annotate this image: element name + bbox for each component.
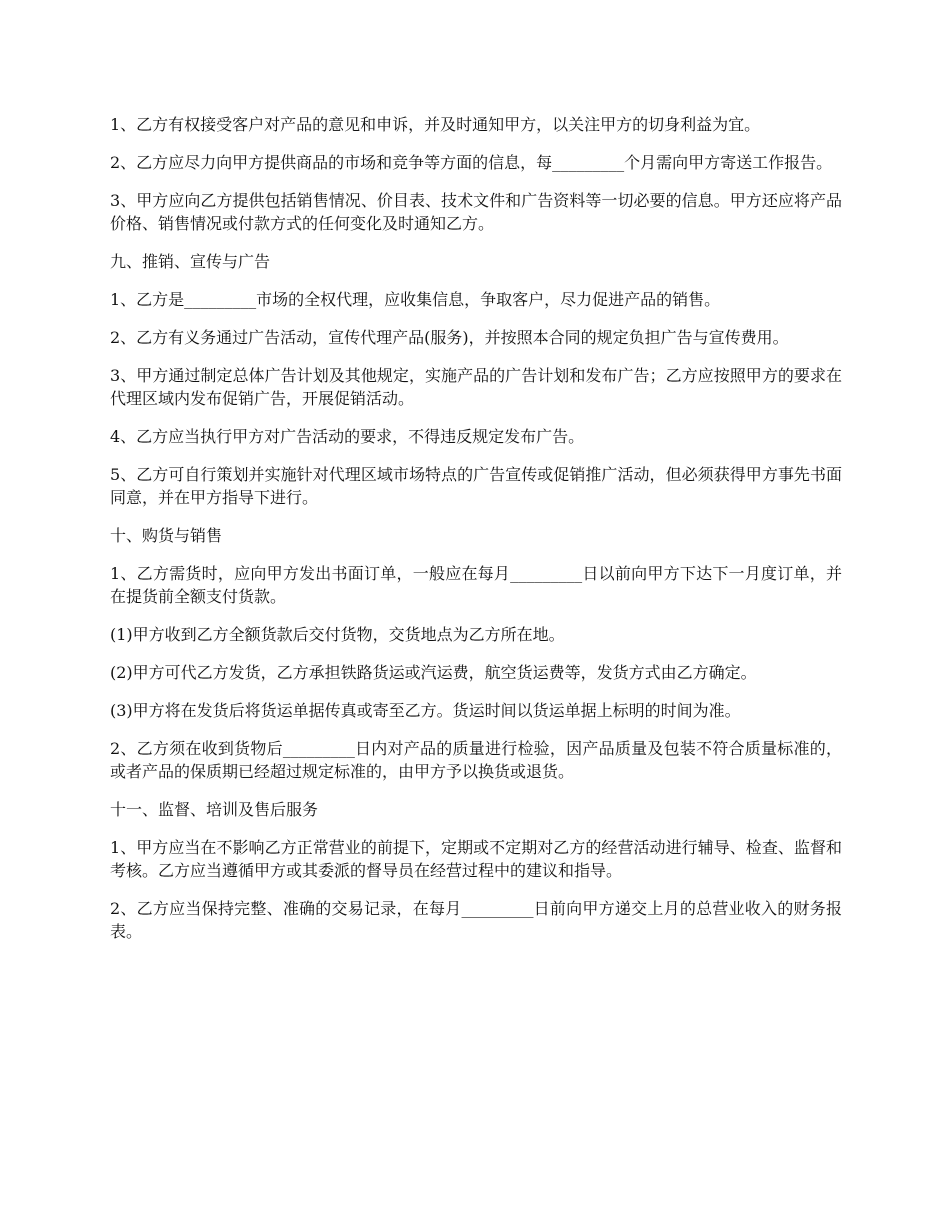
paragraph-item-1: 1、甲方应当在不影响乙方正常营业的前提下，定期或不定期对乙方的经营活动进行辅导、检查、监督和考核。乙方应当遵循甲方或其委派的督导员在经营过程中的建议和指导。 [110,838,842,880]
paragraph-item-2: 2、乙方须在收到货物后_________日内对产品的质量进行检验，因产品质量及包装不符合质量标准的，或者产品的保质期已经超过规定标准的，由甲方予以换货或退货。 [110,739,842,781]
paragraph-item-1: 1、乙方有权接受客户对产品的意见和申诉，并及时通知甲方，以关注甲方的切身利益为宜。 [110,115,761,134]
paragraph-item-5: 5、乙方可自行策划并实施针对代理区域市场特点的广告宣传或促销推广活动，但必须获得甲方事先书面同意，并在甲方指导下进行。 [110,465,842,507]
paragraph-subitem-1: (1)甲方收到乙方全额货款后交付货物，交货地点为乙方所在地。 [110,625,565,644]
paragraph-item-1: 1、乙方是_________市场的全权代理，应收集信息，争取客户，尽力促进产品的销售。 [110,290,721,309]
paragraph-item-4: 4、乙方应当执行甲方对广告活动的要求，不得违反规定发布广告。 [110,427,585,446]
paragraph-subitem-3: (3)甲方将在发货后将货运单据传真或寄至乙方。货运时间以货运单据上标明的时间为准。 [110,701,741,720]
section-heading-11: 十一、监督、培训及售后服务 [110,800,319,819]
paragraph-item-2: 2、乙方有义务通过广告活动，宣传代理产品(服务)，并按照本合同的规定负担广告与宣传费用。 [110,328,789,347]
document-page [110,113,842,958]
section-heading-10: 十、购货与销售 [110,526,223,545]
paragraph-item-2: 2、乙方应尽力向甲方提供商品的市场和竞争等方面的信息，每_________个月需向甲方寄送工作报告。 [110,153,833,172]
paragraph-item-1: 1、乙方需货时，应向甲方发出书面订单，一般应在每月_________日以前向甲方下达下一月度订单，并在提货前全额支付货款。 [110,564,842,606]
paragraph-item-3: 3、甲方通过制定总体广告计划及其他规定，实施产品的广告计划和发布广告；乙方应按照甲方的要求在代理区域内发布促销广告，开展促销活动。 [110,366,842,408]
section-heading-9: 九、推销、宣传与广告 [110,252,271,271]
paragraph-item-2: 2、乙方应当保持完整、准确的交易记录，在每月_________日前向甲方递交上月的总营业收入的财务报表。 [110,899,842,941]
paragraph-subitem-2: (2)甲方可代乙方发货，乙方承担铁路货运或汽运费，航空货运费等，发货方式由乙方确定。 [110,663,757,682]
paragraph-item-3: 3、甲方应向乙方提供包括销售情况、价目表、技术文件和广告资料等一切必要的信息。甲方还应将产品价格、销售情况或付款方式的任何变化及时通知乙方。 [110,191,842,233]
